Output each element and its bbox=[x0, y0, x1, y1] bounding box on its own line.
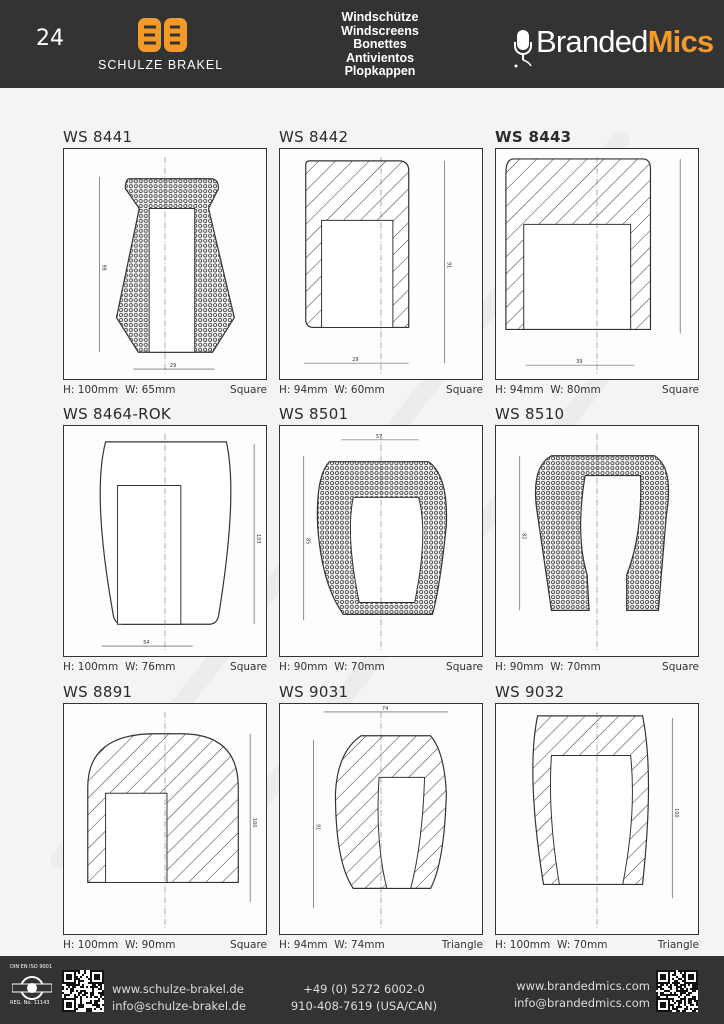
width-value: W: 70mm bbox=[334, 661, 385, 673]
page-number: 24 bbox=[36, 26, 64, 51]
width-value: W: 70mm bbox=[550, 661, 601, 673]
schulze-contact bbox=[112, 981, 246, 1015]
page-footer bbox=[0, 956, 724, 1024]
height-measure: 103 bbox=[255, 534, 262, 544]
width-measure: 57 bbox=[376, 433, 383, 440]
brandedmics-website-link[interactable]: www.brandedmics.com bbox=[516, 979, 650, 993]
height-value: H: 90mm bbox=[495, 661, 544, 673]
inner-cavity bbox=[350, 497, 422, 602]
product-title: WS 9031 bbox=[279, 683, 349, 701]
shape-value: Square bbox=[230, 661, 267, 673]
product-title: WS 8501 bbox=[279, 405, 349, 423]
inner-cavity bbox=[322, 220, 393, 327]
iso-reg: REG. No. 11143 bbox=[10, 1000, 50, 1006]
technical-drawing bbox=[495, 148, 699, 380]
height-value: H: 94mm bbox=[279, 939, 328, 951]
iso-seal-icon bbox=[12, 976, 52, 1000]
product-card bbox=[279, 683, 483, 953]
windscreen-profile bbox=[535, 456, 668, 611]
technical-drawing bbox=[495, 425, 699, 657]
technical-drawing bbox=[63, 703, 267, 935]
inner-cavity bbox=[550, 756, 632, 885]
height-value: H: 100mm bbox=[63, 939, 119, 951]
title-de: Windschütze bbox=[341, 10, 419, 24]
height-measure: 82 bbox=[520, 533, 527, 540]
brandedmics-email-link[interactable]: info@brandedmics.com bbox=[513, 996, 650, 1010]
product-title: WS 9032 bbox=[495, 683, 565, 701]
product-title: WS 8443 bbox=[495, 128, 572, 146]
title-fr: Bonettes bbox=[353, 37, 407, 52]
width-value: W: 70mm bbox=[556, 939, 608, 951]
inner-cavity bbox=[106, 793, 167, 882]
shape-value: Square bbox=[662, 661, 699, 673]
product-title: WS 8441 bbox=[63, 128, 133, 146]
width-value: W: 76mm bbox=[124, 661, 176, 673]
phone-germany[interactable]: +49 (0) 5272 6002-0 bbox=[303, 982, 425, 996]
qr-code-icon[interactable] bbox=[62, 970, 104, 1012]
product-dimensions bbox=[279, 939, 483, 951]
height-value: H: 94mm bbox=[279, 384, 328, 396]
technical-drawing bbox=[63, 148, 267, 380]
width-value: W: 60mm bbox=[334, 384, 385, 396]
product-dimensions bbox=[495, 939, 699, 951]
width-measure: 74 bbox=[381, 705, 389, 712]
shape-value: Triangle bbox=[657, 939, 699, 951]
phone-contact bbox=[284, 981, 444, 1015]
width-value: W: 90mm bbox=[124, 939, 176, 951]
title-en: Windscreens bbox=[341, 23, 419, 38]
technical-drawing bbox=[279, 703, 483, 935]
width-value: W: 65mm bbox=[124, 384, 176, 396]
inner-cavity bbox=[117, 485, 180, 624]
page-header bbox=[0, 0, 724, 88]
width-value: W: 80mm bbox=[550, 384, 601, 396]
phone-usa[interactable]: 910-408-7619 (USA/CAN) bbox=[290, 999, 438, 1013]
qr-code-icon[interactable] bbox=[656, 970, 698, 1012]
product-title: WS 8891 bbox=[63, 683, 133, 701]
schulze-brakel-logo-icon bbox=[138, 18, 188, 56]
width-measure: 29 bbox=[352, 357, 359, 364]
product-dimensions bbox=[495, 661, 699, 673]
product-title: WS 8510 bbox=[495, 405, 565, 423]
shape-value: Square bbox=[446, 661, 483, 673]
shape-value: Square bbox=[446, 384, 483, 396]
shape-value: Square bbox=[230, 939, 267, 951]
shape-value: Triangle bbox=[441, 939, 483, 951]
iso-label: DIN EN ISO 9001 bbox=[10, 964, 53, 970]
product-dimensions bbox=[63, 384, 267, 396]
brandedmics-contact bbox=[500, 978, 650, 1012]
height-measure: 91 bbox=[314, 823, 321, 831]
title-nl: Plopkappen bbox=[344, 64, 416, 79]
language-titles bbox=[300, 11, 460, 79]
product-card bbox=[63, 683, 267, 953]
width-value: W: 74mm bbox=[334, 939, 385, 951]
technical-drawing bbox=[63, 425, 267, 657]
height-measure: 91 bbox=[445, 262, 452, 269]
iso-certification bbox=[10, 964, 56, 1006]
schulze-brakel-name: SCHULZE BRAKEL bbox=[98, 58, 224, 72]
inner-cavity bbox=[524, 224, 631, 329]
height-value: H: 100mm bbox=[63, 384, 119, 396]
width-measure: 29 bbox=[169, 363, 177, 370]
shape-value: Square bbox=[230, 384, 267, 396]
height-value: H: 100mm bbox=[495, 939, 551, 951]
product-dimensions bbox=[495, 384, 699, 396]
product-dimensions bbox=[63, 939, 267, 951]
schulze-email-link[interactable]: info@schulze-brakel.de bbox=[112, 999, 247, 1013]
inner-cavity bbox=[149, 208, 195, 352]
branded-mics-logo bbox=[536, 24, 713, 60]
height-measure: 100 bbox=[673, 808, 680, 818]
product-title: WS 8464-ROK bbox=[63, 405, 172, 423]
technical-drawing bbox=[495, 703, 699, 935]
height-value: H: 94mm bbox=[495, 384, 544, 396]
product-card bbox=[279, 405, 483, 675]
schulze-website-link[interactable]: www.schulze-brakel.de bbox=[112, 982, 244, 996]
brand-part-b: Mics bbox=[647, 24, 714, 59]
product-card bbox=[63, 128, 267, 398]
product-card bbox=[495, 405, 699, 675]
height-measure: 98 bbox=[100, 264, 107, 271]
product-card bbox=[63, 405, 267, 675]
product-dimensions bbox=[279, 661, 483, 673]
width-measure: 54 bbox=[143, 640, 150, 647]
height-measure: 85 bbox=[304, 538, 311, 545]
product-dimensions bbox=[63, 661, 267, 673]
shape-value: Square bbox=[662, 384, 699, 396]
height-value: H: 100mm bbox=[63, 661, 119, 673]
width-measure: 39 bbox=[576, 359, 583, 366]
product-card bbox=[495, 683, 699, 953]
technical-drawing bbox=[279, 425, 483, 657]
technical-drawing bbox=[279, 148, 483, 380]
product-dimensions bbox=[279, 384, 483, 396]
product-title: WS 8442 bbox=[279, 128, 349, 146]
product-card bbox=[279, 128, 483, 398]
brand-part-a: Branded bbox=[536, 24, 648, 59]
title-es: Antivientos bbox=[345, 50, 415, 65]
height-measure: 100 bbox=[251, 818, 258, 828]
height-value: H: 90mm bbox=[279, 661, 328, 673]
product-card bbox=[495, 128, 699, 398]
microphone-icon bbox=[512, 28, 534, 72]
